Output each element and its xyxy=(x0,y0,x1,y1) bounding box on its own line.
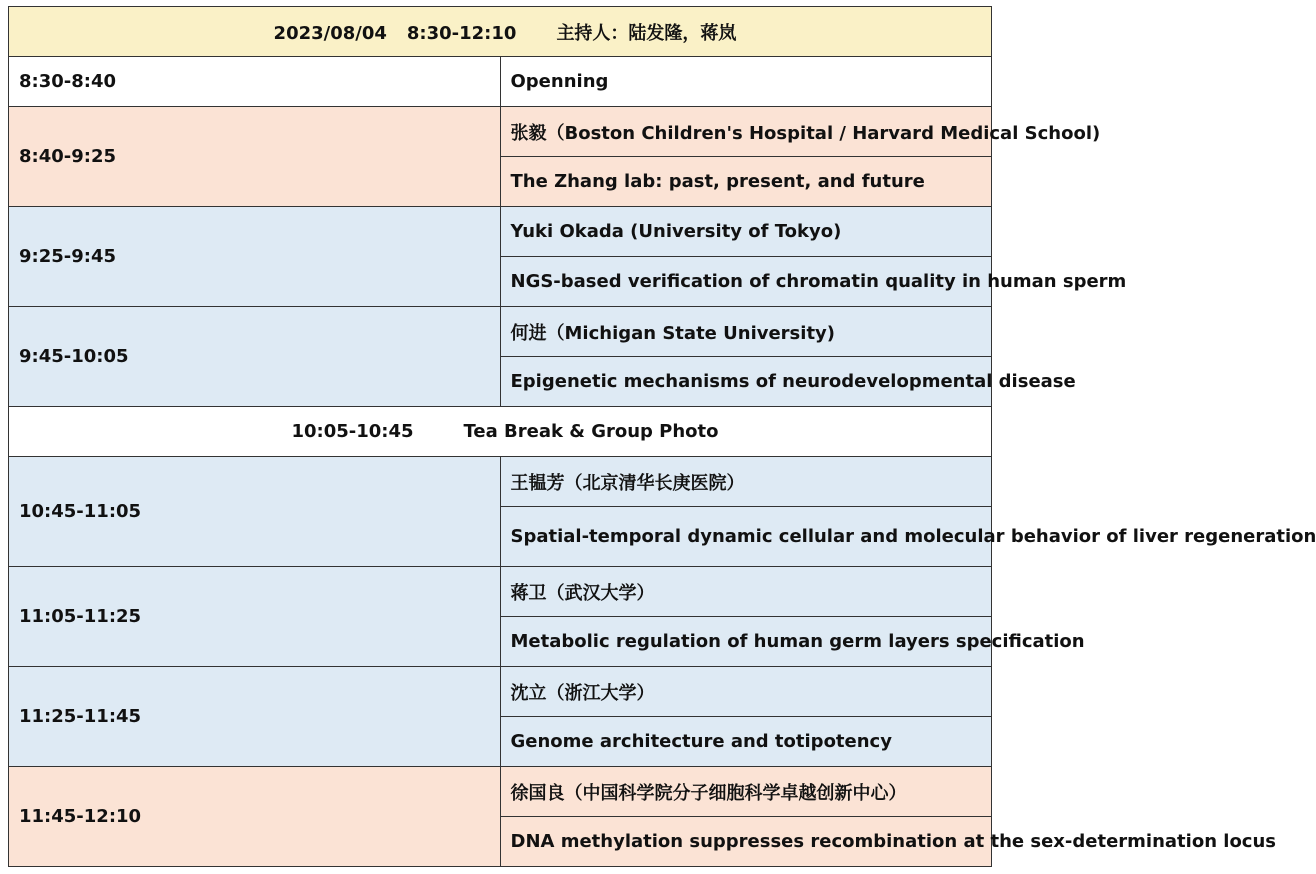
talk-speaker: 张毅（Boston Children's Hospital / Harvard Medical School) xyxy=(500,107,992,157)
talk-row-speaker xyxy=(9,307,992,357)
talk-speaker: 徐国良（中国科学院分子细胞科学卓越创新中心） xyxy=(500,767,992,817)
schedule-header-row xyxy=(9,7,992,57)
header-time: 8:30-12:10 xyxy=(406,22,517,44)
talk-time: 11:45-12:10 xyxy=(9,767,501,867)
opening-row xyxy=(9,57,992,107)
talk-speaker: 蒋卫（武汉大学） xyxy=(500,567,992,617)
opening-title: Openning xyxy=(500,57,992,107)
schedule-header xyxy=(9,7,992,57)
talk-time: 10:45-11:05 xyxy=(9,457,501,567)
header-host: 主持人：陆发隆，蒋岚 xyxy=(556,22,737,44)
talk-title: Metabolic regulation of human germ layers specification xyxy=(500,617,992,667)
talk-row-speaker xyxy=(9,567,992,617)
talk-time: 8:40-9:25 xyxy=(9,107,501,207)
talk-row-speaker xyxy=(9,207,992,257)
schedule-table xyxy=(8,6,1316,867)
talk-title: Spatial-temporal dynamic cellular and molecular behavior of liver regeneration xyxy=(500,507,992,567)
talk-speaker: 何进（Michigan State University) xyxy=(500,307,992,357)
break-row xyxy=(9,407,992,457)
talk-title: Genome architecture and totipotency xyxy=(500,717,992,767)
talk-speaker: Yuki Okada (University of Tokyo) xyxy=(500,207,992,257)
talk-title: The Zhang lab: past, present, and future xyxy=(500,157,992,207)
opening-time: 8:30-8:40 xyxy=(9,57,501,107)
talk-title: DNA methylation suppresses recombination at the sex-determination locus xyxy=(500,817,992,867)
talk-row-speaker xyxy=(9,107,992,157)
talk-title: NGS-based verification of chromatin quality in human sperm xyxy=(500,257,992,307)
break-title: Tea Break & Group Photo xyxy=(463,421,719,442)
talk-title: Epigenetic mechanisms of neurodevelopmental disease xyxy=(500,357,992,407)
talk-time: 9:45-10:05 xyxy=(9,307,501,407)
talk-row-speaker xyxy=(9,667,992,717)
break-time: 10:05-10:45 xyxy=(291,421,414,442)
break-cell xyxy=(9,407,992,457)
talk-time: 11:05-11:25 xyxy=(9,567,501,667)
talk-row-speaker xyxy=(9,767,992,817)
talk-speaker: 王韫芳（北京清华长庚医院） xyxy=(500,457,992,507)
header-date: 2023/08/04 xyxy=(273,22,387,44)
talk-speaker: 沈立（浙江大学） xyxy=(500,667,992,717)
talk-time: 11:25-11:45 xyxy=(9,667,501,767)
talk-time: 9:25-9:45 xyxy=(9,207,501,307)
talk-row-speaker xyxy=(9,457,992,507)
